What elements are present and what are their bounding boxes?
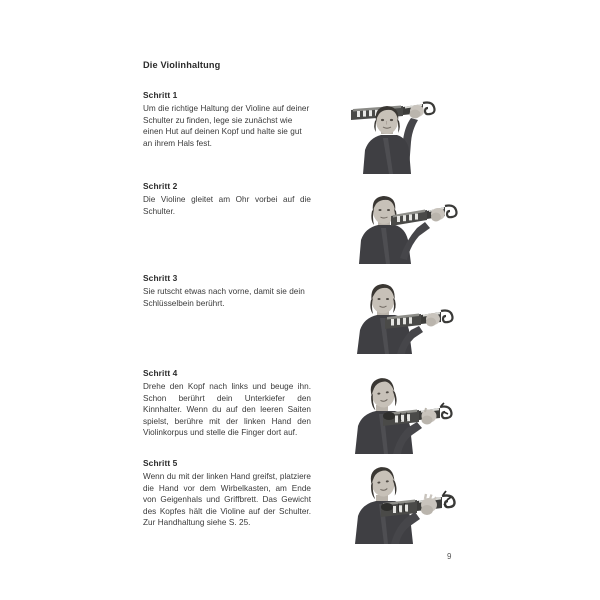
step-heading-2: Schritt 2 [143,181,178,191]
page-number: 9 [447,552,452,561]
step-body-5: Wenn du mit der linken Hand greifst, platziere die Hand vor dem Wirbelkasten, am Ende von Geigenhals und Griffbrett. Das Gewicht des Kopfes hält die Violine auf der Schulter. Zur Handhaltung siehe S. 25. [143,472,311,528]
step-block-3 [143,273,311,309]
step-heading-5: Schritt 5 [143,458,178,468]
photo-head-turned-left [345,366,461,454]
photo-violin-past-ear [345,184,461,264]
step-block-5 [143,458,311,529]
step-body-4: Drehe den Kopf nach links und beuge ihn. Schon berührt dein Unterkiefer den Kinnhalter. Wenn du auf den leeren Saiten spielst, berühre mit der linken Hand den Violinkorpus und stelle die Finger dort auf. [143,382,311,438]
step-heading-3: Schritt 3 [143,273,178,283]
step-heading-4: Schritt 4 [143,368,178,378]
step-body-1: Um die richtige Haltung der Violine auf deiner Schulter zu finden, lege sie zunächst wie einen Hut auf deinen Kopf und halte sie gut an ihrem Hals fest. [143,104,310,148]
photo-left-hand-position [345,456,461,544]
step-heading-1: Schritt 1 [143,90,178,100]
step-body-2: Die Violine gleitet am Ohr vorbei auf die Schulter. [143,195,311,216]
photo-violin-on-collarbone [345,272,461,354]
photo-violin-on-head [345,88,461,174]
step-block-1 [143,90,311,149]
page-title: Die Violinhaltung [143,60,221,70]
step-block-4 [143,368,311,439]
step-block-2 [143,181,311,217]
step-body-3: Sie rutscht etwas nach vorne, damit sie dein Schlüsselbein berührt. [143,287,305,308]
